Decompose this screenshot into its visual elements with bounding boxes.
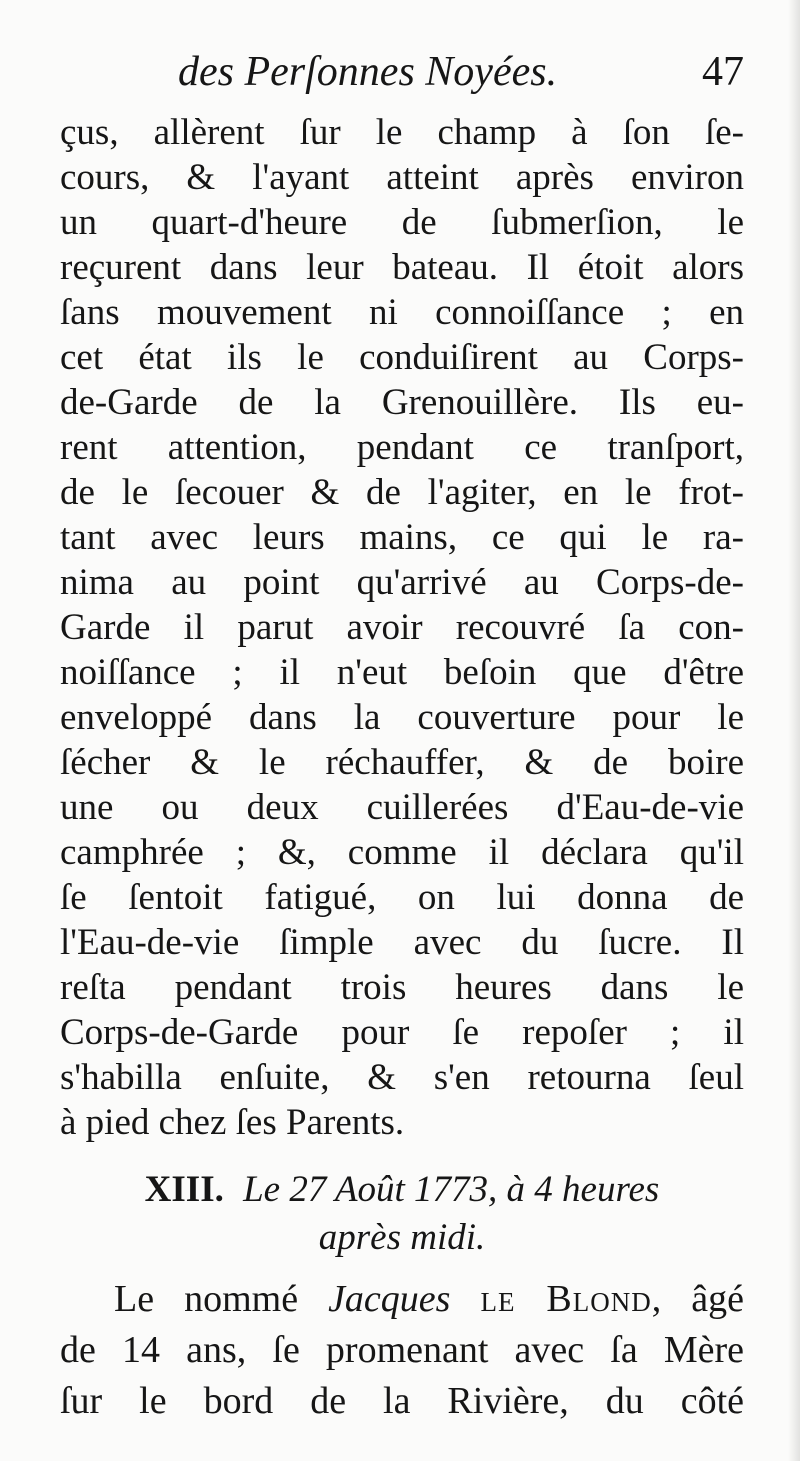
text-line: tant avec leurs mains, ce qui le ra- xyxy=(60,517,744,558)
text-line: cet état ils le conduiſirent au Corps- xyxy=(60,337,744,378)
running-title: des Perſonnes Noyées. xyxy=(178,49,558,95)
text-line: ſur le bord de la Rivière, du côté xyxy=(60,1380,744,1422)
text-line: une ou deux cuillerées d'Eau-de-vie xyxy=(60,787,744,828)
paragraph-two xyxy=(60,1274,744,1427)
text-line: l'Eau-de-vie ſimple avec du ſucre. Il xyxy=(60,922,744,963)
text-line: camphrée ; &, comme il déclara qu'il xyxy=(60,832,744,873)
text-line: Garde il parut avoir recouvré ſa con- xyxy=(60,607,744,648)
text-line: noiſſance ; il n'eut beſoin que d'être xyxy=(60,652,744,693)
section-number: XIII. xyxy=(144,1169,224,1210)
person-first-name: Jacques xyxy=(328,1278,451,1320)
text-line: nima au point qu'arrivé au Corps-de- xyxy=(60,562,744,603)
text-line: ſécher & le réchauffer, & de boire xyxy=(60,742,744,783)
text-line: reçurent dans leur bateau. Il étoit alors xyxy=(60,247,744,288)
line-start-text: Le nommé xyxy=(114,1278,329,1320)
running-head xyxy=(0,42,744,102)
text-line: à pied chez ſes Parents. xyxy=(60,1102,405,1143)
text-line: de-Garde de la Grenouillère. Ils eu- xyxy=(60,382,744,423)
page-edge-shadow xyxy=(788,0,800,1461)
text-line: cours, & l'ayant atteint après environ xyxy=(60,157,744,198)
text-line: ſe ſentoit fatigué, on lui donna de xyxy=(60,877,744,918)
text-line xyxy=(60,1274,744,1325)
paragraph-one xyxy=(60,110,744,1145)
text-line: un quart-d'heure de ſubmerſion, le xyxy=(60,202,744,243)
text-line: s'habilla enſuite, & s'en retourna ſeul xyxy=(60,1057,744,1098)
text-line: enveloppé dans la couverture pour le xyxy=(60,697,744,738)
text-line: reſta pendant trois heures dans le xyxy=(60,967,744,1008)
section-heading xyxy=(60,1166,744,1262)
heading-time: après midi. xyxy=(318,1217,486,1258)
text-line: rent attention, pendant ce tranſport, xyxy=(60,427,744,468)
text-line: ſans mouvement ni connoiſſance ; en xyxy=(60,292,744,333)
heading-date: Le 27 Août 1773, à 4 heures xyxy=(243,1169,660,1210)
person-last-name: le Blond xyxy=(480,1278,652,1320)
text-line: de 14 ans, ſe promenant avec ſa Mère xyxy=(60,1329,744,1371)
text-line: çus, allèrent ſur le champ à ſon ſe- xyxy=(60,112,744,153)
text-line: de le ſecouer & de l'agiter, en le frot- xyxy=(60,472,744,513)
text-line: Corps-de-Garde pour ſe repoſer ; il xyxy=(60,1012,744,1053)
line-end-text: , âgé xyxy=(651,1278,744,1320)
page-number: 47 xyxy=(702,49,744,95)
heading-row xyxy=(60,1166,744,1214)
